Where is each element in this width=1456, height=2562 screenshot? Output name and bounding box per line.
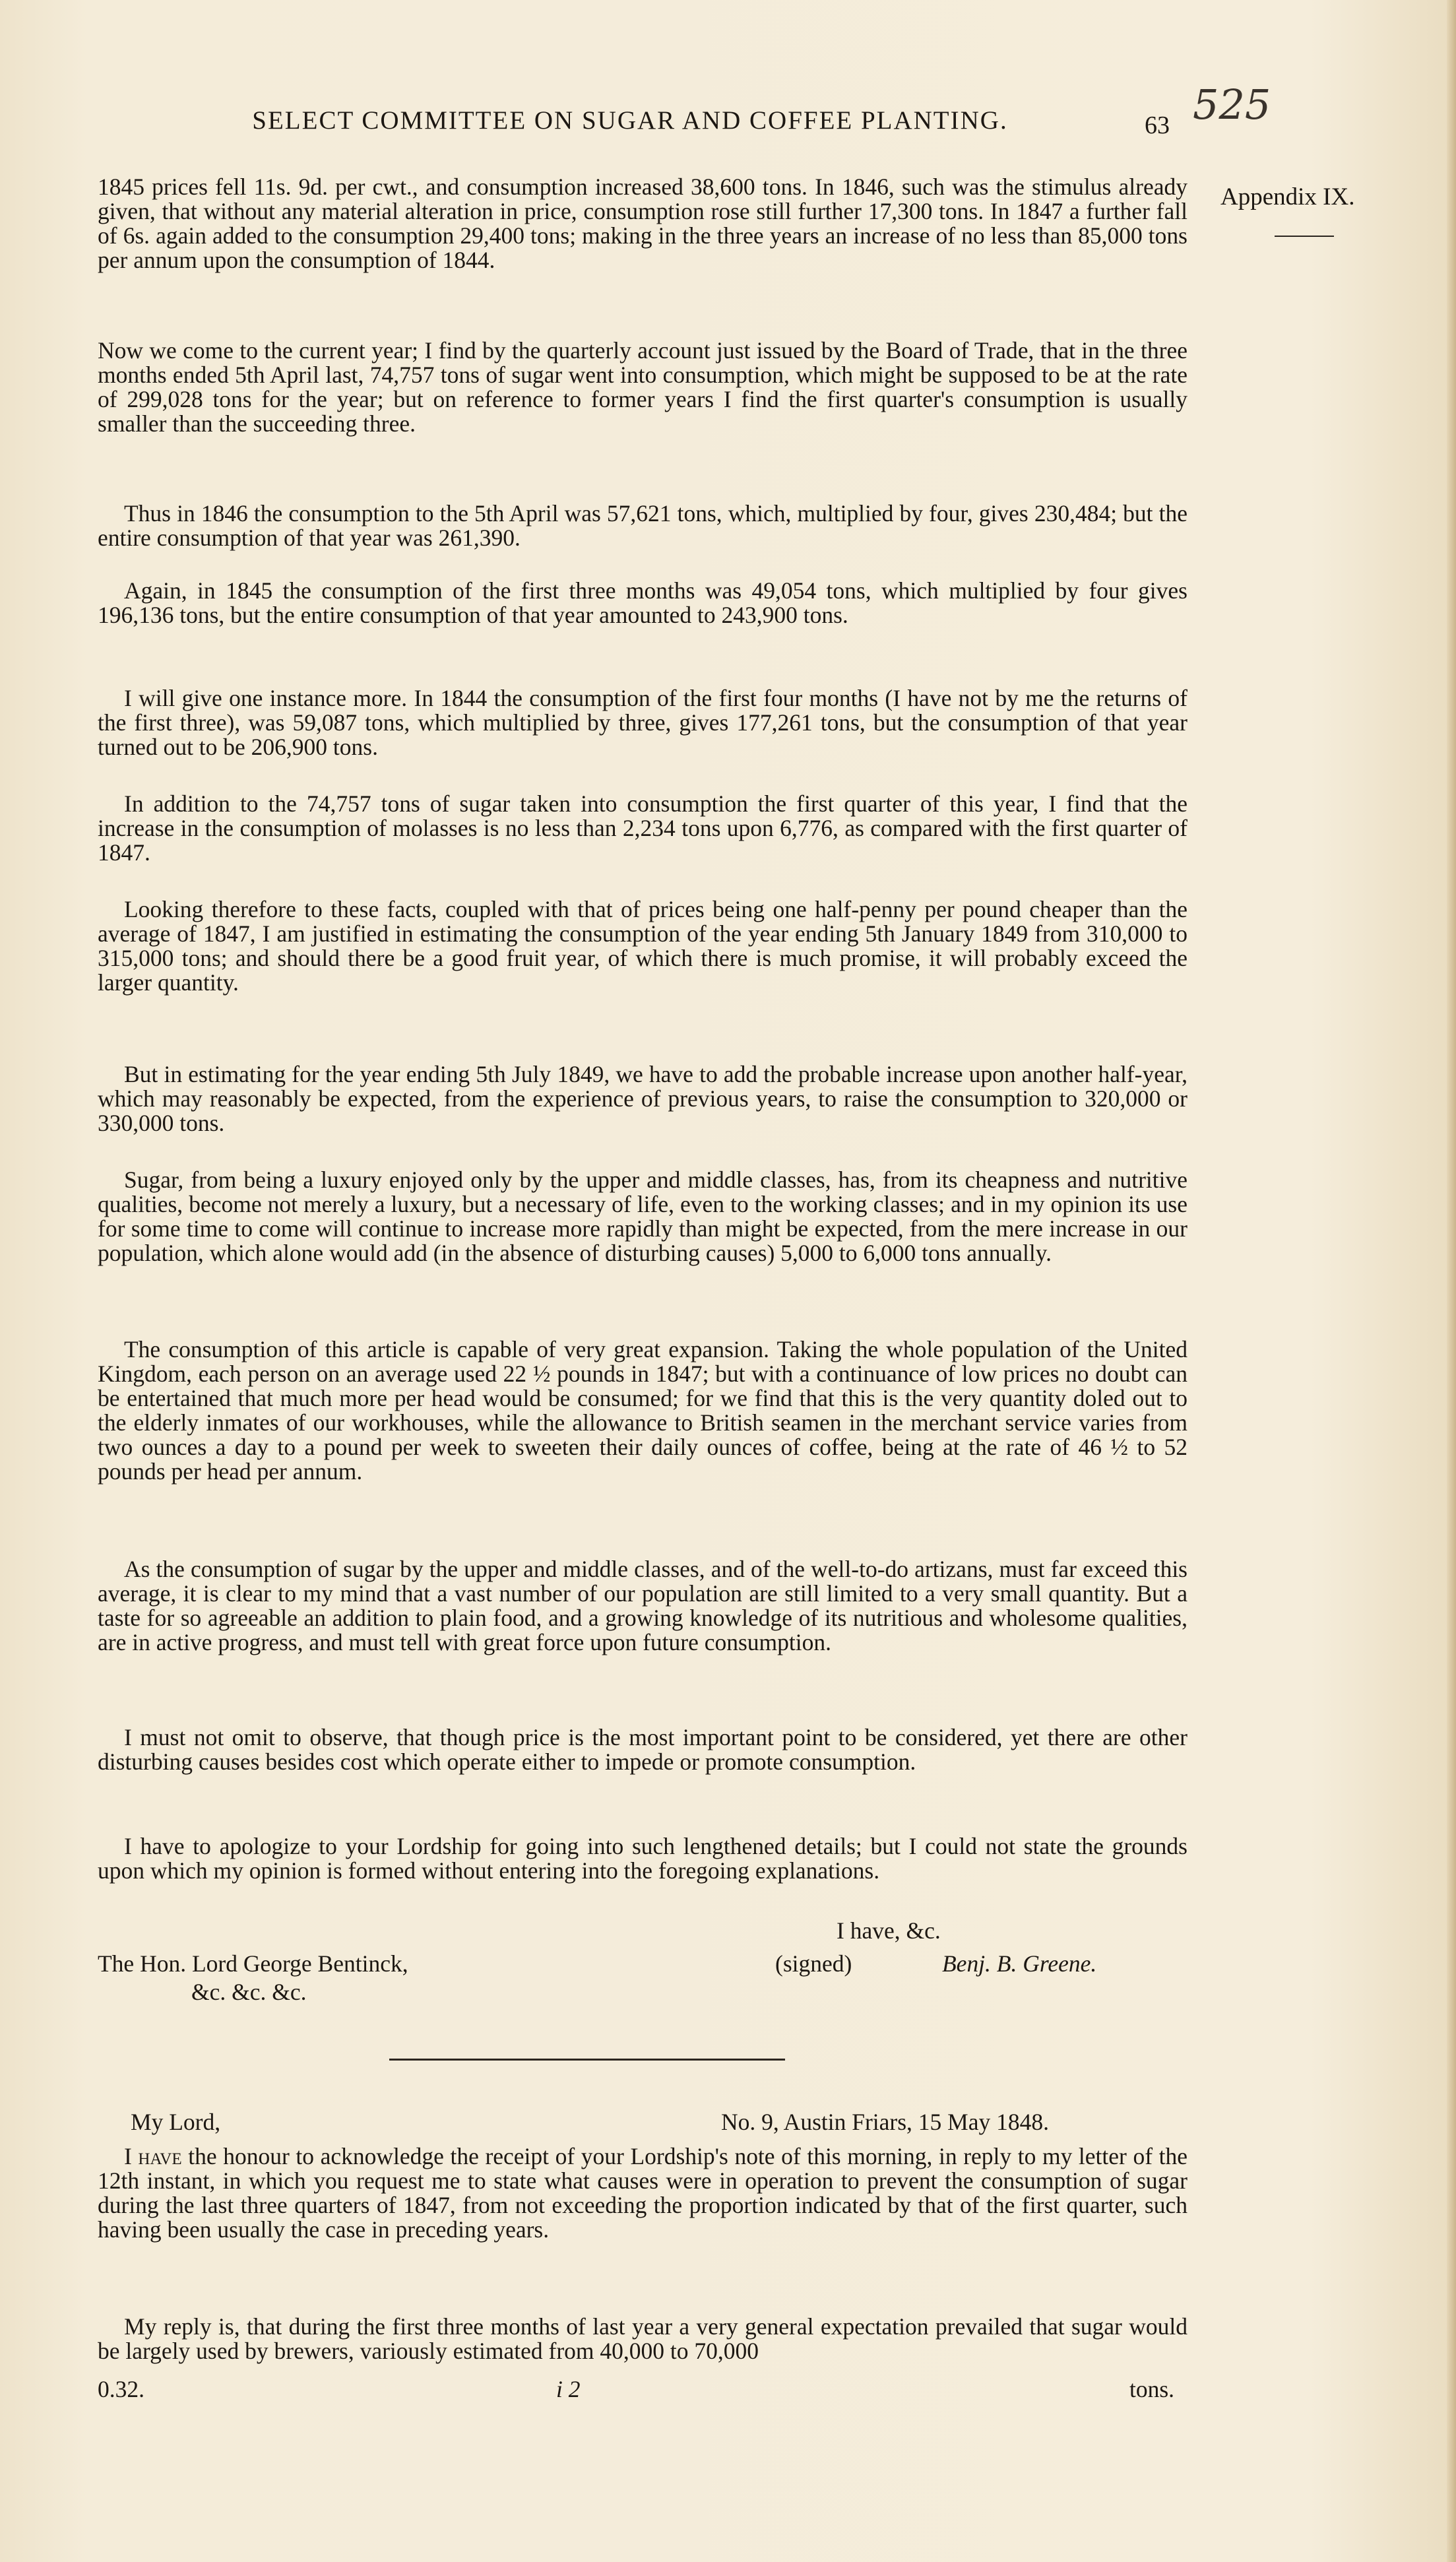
salutation: My Lord, bbox=[131, 2109, 221, 2135]
page-edge bbox=[1447, 0, 1456, 2562]
signed-label: (signed) bbox=[775, 1950, 852, 1977]
footer-sheet-mark: i 2 bbox=[556, 2376, 581, 2402]
paragraph-6: In addition to the 74,757 tons of sugar taken into consumption the first quarter of this year, I find that the increase in the consumption of molasses is no less than 2,234 tons upon 6,776, as compared with the first quarter of 1847. bbox=[98, 790, 1187, 866]
letter-paragraph-1-text: the honour to acknowledge the receipt of your Lordship's note of this morning, in reply to my letter of the 12th instant, in which you request me to state what causes were in operation to prevent the consumption of sugar during the last three quarters of 1847, from not exceeding the proportion indicated by that of the first quarter, such having been usually the case in preceding years. bbox=[98, 2143, 1187, 2243]
appendix-label: Appendix IX. bbox=[1220, 183, 1355, 210]
paragraph-11: As the consumption of sugar by the upper and middle classes, and of the well-to-do artizans, must far exceed this average, it is clear to my mind that a vast number of our population are still limited to a very small quantity. But a taste for so agreeable an addition to plain food, and a growing knowledge of its nutritious and wholesome qualities, are in active progress, and must tell with great force upon future consumption. bbox=[98, 1556, 1187, 1655]
paragraph-8: But in estimating for the year ending 5th July 1849, we have to add the probable increase upon another half-year, which may reasonably be expected, from the experience of previous years, to raise the consumption to 320,000 or 330,000 tons. bbox=[98, 1061, 1187, 1136]
paragraph-7: Looking therefore to these facts, coupled with that of prices being one half-penny per pound cheaper than the average of 1847, I am justified in estimating the consumption of the year ending 5th January 1849 from 310,000 to 315,000 tons; and should there be a good fruit year, of which there is much promise, it will probably exceed the larger quantity. bbox=[98, 896, 1187, 996]
addressee-line-2: &c. &c. &c. bbox=[191, 1979, 307, 2005]
paragraph-9: Sugar, from being a luxury enjoyed only by the upper and middle classes, has, from its cheapness and nutritive qualities, become not merely a luxury, but a necessary of life, even to the working classes; and in my opinion its use for some time to come will continue to increase more rapidly than might be expected, from the mere increase in our population, which alone would add (in the absence of disturbing causes) 5,000 to 6,000 tons annually. bbox=[98, 1167, 1187, 1266]
paragraph-4: Again, in 1845 the consumption of the first three months was 49,054 tons, which multiplied by four gives 196,136 tons, but the entire consumption of that year amounted to 243,900 tons. bbox=[98, 577, 1187, 628]
address-and-date: No. 9, Austin Friars, 15 May 1848. bbox=[721, 2109, 1049, 2135]
letter-lead-words: I have bbox=[124, 2143, 182, 2169]
paragraph-12: I must not omit to observe, that though price is the most important point to be considered, yet there are other disturbing causes besides cost which operate either to impede or promote consumption. bbox=[98, 1724, 1187, 1775]
signature-name: Benj. B. Greene. bbox=[942, 1950, 1097, 1977]
addressee-line-1: The Hon. Lord George Bentinck, bbox=[98, 1950, 408, 1977]
footer-catchword: tons. bbox=[1129, 2376, 1175, 2402]
page-number: 63 bbox=[1145, 112, 1170, 139]
paragraph-13: I have to apologize to your Lordship for going into such lengthened details; but I could not state the grounds upon which my opinion is formed without entering into the foregoing explanations. bbox=[98, 1833, 1187, 1884]
paragraph-3: Thus in 1846 the consumption to the 5th April was 57,621 tons, which, multiplied by four, gives 230,484; but the entire consumption of that year was 261,390. bbox=[98, 500, 1187, 551]
handwritten-folio-number: 525 bbox=[1193, 80, 1271, 129]
footer-signature-mark: 0.32. bbox=[98, 2376, 144, 2402]
paragraph-10: The consumption of this article is capable of very great expansion. Taking the whole population of the United Kingdom, each person on an average used 22 ½ pounds in 1847; but with a continuance of low prices no doubt can be entertained that much more per head would be consumed; for we find that this is the very quantity doled out to the elderly inmates of our workhouses, while the allowance to British seamen in the merchant service varies from two ounces a day to a pound per week to sweeten their daily ounces of coffee, being at the rate of 46 ½ to 52 pounds per head per annum. bbox=[98, 1336, 1187, 1485]
closing-i-have: I have, &c. bbox=[837, 1917, 941, 1944]
running-header: SELECT COMMITTEE ON SUGAR AND COFFEE PLANTING. bbox=[252, 106, 1008, 135]
section-divider bbox=[389, 2059, 785, 2061]
paragraph-5: I will give one instance more. In 1844 the consumption of the first four months (I have not by me the returns of the first three), was 59,087 tons, which multiplied by three, gives 177,261 tons, but the consumption of that year turned out to be 206,900 tons. bbox=[98, 685, 1187, 760]
letter-paragraph-1 bbox=[98, 2144, 1187, 2242]
paragraph-1: 1845 prices fell 11s. 9d. per cwt., and consumption increased 38,600 tons. In 1846, such was the stimulus already given, that without any material alteration in price, consumption rose still further 17,300 tons. In 1847 a further fall of 6s. again added to the consumption 29,400 tons; making in the three years an increase of no less than 85,000 tons per annum upon the consumption of 1844. bbox=[98, 174, 1187, 273]
letter-paragraph-2: My reply is, that during the first three months of last year a very general expectation prevailed that sugar would be largely used by brewers, variously estimated from 40,000 to 70,000 bbox=[98, 2313, 1187, 2364]
appendix-rule bbox=[1275, 236, 1334, 237]
paragraph-2: Now we come to the current year; I find by the quarterly account just issued by the Board of Trade, that in the three months ended 5th April last, 74,757 tons of sugar went into consumption, which might be supposed to be at the rate of 299,028 tons for the year; but on reference to former years I find the first quarter's consumption is usually smaller than the succeeding three. bbox=[98, 337, 1187, 437]
